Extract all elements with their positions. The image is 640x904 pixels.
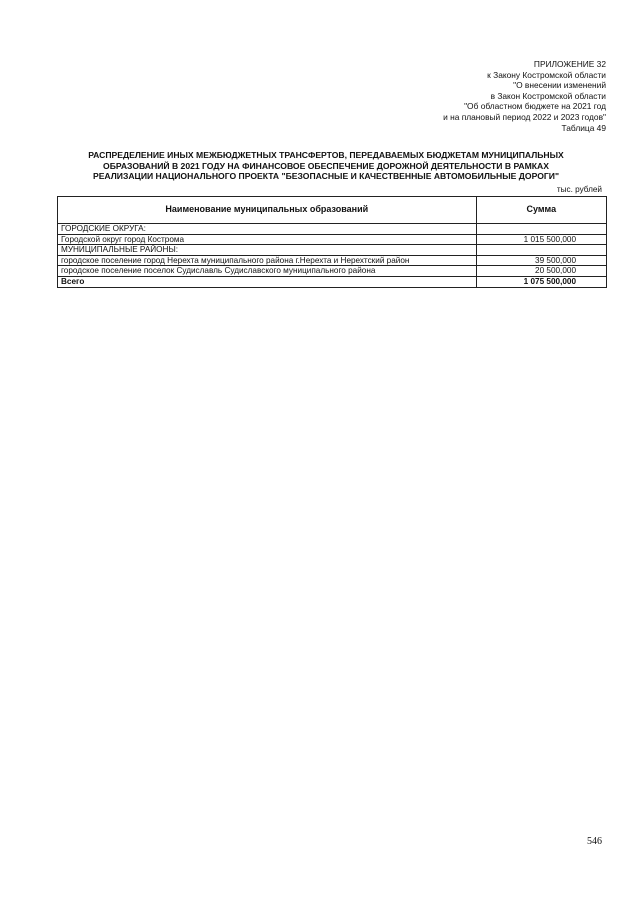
units-label: тыс. рублей [556,185,602,194]
row-sum: 20 500,000 [476,266,606,277]
row-sum: 39 500,000 [476,255,606,266]
appendix-number: ПРИЛОЖЕНИЕ 32 [533,59,606,69]
table-header-row [58,197,607,224]
title-line-1: РАСПРЕДЕЛЕНИЕ ИНЫХ МЕЖБЮДЖЕТНЫХ ТРАНСФЕРТОВ, ПЕРЕДАВАЕМЫХ БЮДЖЕТАМ МУНИЦИПАЛЬНЫХ [88,150,564,160]
header-sum: Сумма [476,197,606,224]
row-name: ГОРОДСКИЕ ОКРУГА: [58,224,477,235]
row-name: городское поселение поселок Судиславль Судиславского муниципального района [58,266,477,277]
title-line-3: РЕАЛИЗАЦИИ НАЦИОНАЛЬНОГО ПРОЕКТА "БЕЗОПАСНЫЕ И КАЧЕСТВЕННЫЕ АВТОМОБИЛЬНЫЕ ДОРОГИ" [92,171,560,182]
table-number: Таблица 49 [561,122,606,133]
document-title [48,150,604,182]
table-total-row [58,276,607,287]
row-name: городское поселение город Нерехта муниципального района г.Нерехта и Нерехтский район [58,255,477,266]
appendix-header [306,59,606,133]
header-name: Наименование муниципальных образований [58,197,477,224]
transfers-table [57,196,607,288]
page-number: 546 [587,836,602,847]
row-sum [476,245,606,256]
appendix-law-title-3: "Об областном бюджете на 2021 год [464,101,606,112]
table-row [58,224,607,235]
appendix-law-title-1: "О внесении изменений [513,80,606,91]
row-sum: 1 015 500,000 [476,234,606,245]
total-name: Всего [58,276,477,287]
table-row [58,255,607,266]
appendix-law-ref: к Закону Костромской области [487,69,606,80]
table-row [58,245,607,256]
title-line-2: ОБРАЗОВАНИЙ В 2021 ГОДУ НА ФИНАНСОВОЕ ОБЕСПЕЧЕНИЕ ДОРОЖНОЙ ДЕЯТЕЛЬНОСТИ В РАМКАХ [103,160,549,171]
table-row [58,234,607,245]
table-row [58,266,607,277]
row-name: МУНИЦИПАЛЬНЫЕ РАЙОНЫ: [58,245,477,256]
total-sum: 1 075 500,000 [476,276,606,287]
appendix-law-title-2: в Закон Костромской области [490,90,606,101]
row-name: Городской округ город Кострома [58,234,477,245]
row-sum [476,224,606,235]
appendix-law-title-4: и на плановый период 2022 и 2023 годов" [443,111,606,122]
